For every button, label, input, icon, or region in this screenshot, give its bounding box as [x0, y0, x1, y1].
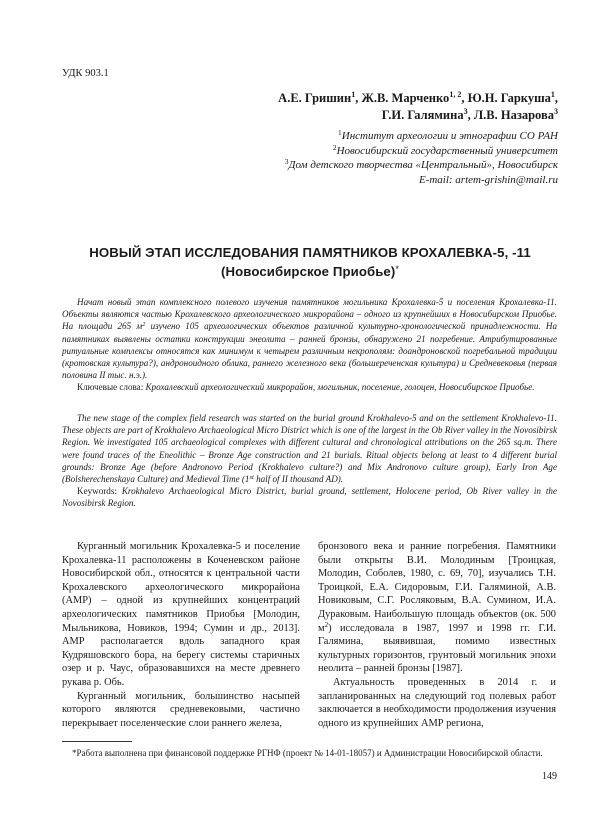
- keywords-en: [62, 485, 557, 509]
- keywords-text: Крохалевский археологический микрорайон, могильник, поселение, голоцен, Новосибирское Приобье.: [145, 382, 535, 393]
- abstract-ru-text: Начат новый этап комплексного полевого изучения памятников могильника Крохалевка-5 и поселения Крохалевка-11. Объекты являются частью Крохалевского археологического микрорайона – одного из крупнейших в Новосибирском Приобье. На площади 265 $м^2$ изучено 105 археологических объектов различной культурно-хронологической принадлежности. На памятниках выявлены остатки конструкции энеолита – ранней бронзы, обнаружено 21 погребение. Атрибутированные ритуальные комплексы относятся как минимум к четырем различным некрополям: доандроновской погребальной традиции (кротовская культура?), андроноидного облика, раннего железного века (большереченская культура) и Средневековья (первая половина II тыс. н.э.).: [62, 297, 557, 381]
- paper-title: [62, 243, 558, 281]
- title-line-2: (Новосибирское Приобье)*: [221, 264, 399, 279]
- author-affil-mark: 1: [550, 90, 555, 99]
- author-affil-mark: 1, 2: [449, 90, 462, 99]
- affiliation-item: $^1$Институт археологии и этнографии СО РАН: [338, 128, 558, 142]
- affiliation-item: $^2$Новосибирский государственный университет: [332, 142, 558, 157]
- author-name: Л.В. Назарова: [473, 108, 554, 122]
- author-affil-mark: 1: [351, 90, 356, 99]
- abstract-en-text: The new stage of the complex field research was started on the burial ground Krokhalevo-5 and on the settlement Krokhalevo-11. These objects are part of Krokhalevo Archaeological Micro District which is one of the largest in the Ob River valley in the Novosibirsk Region. We investigated 105 archaeological complexes with different cultural and chronological attributions on the 265 sq.m. There were found traces of the Eneolithic – Bronze Age construction and 21 burials. Ritual objects belong at least to 4 different burial grounds: Bronze Age (before Andronovo Period (Krokhalevo culture?) and Mix Andronovo culture group), Early Iron Age (Bolsherechenskaya Culture) and Medieval Time (1st half of II thousand AD).: [62, 413, 557, 485]
- body-paragraph: Курганный могильник Крохалевка-5 и поселение Крохалевка-11 расположены в Коченевском районе Новосибирской обл., относятся к центральной части Крохалевского археологического микрорайона (АМР) – одной из крупнейших концентраций археологических памятников Приобья [Молодин, Мыльникова, Новиков, 1994; Сумин и др., 2013]. АМР располагается вдоль западного края Кудряшовского бора, на берегу системы старичных озер и р. Чаус, образовавшихся на месте древнего рукава р. Обь.: [62, 541, 300, 688]
- author-name: А.Е. Гришин: [278, 91, 352, 105]
- abstract-english: [62, 412, 557, 510]
- author-affil-mark: 3: [554, 107, 558, 116]
- title-line-1: НОВЫЙ ЭТАП ИССЛЕДОВАНИЯ ПАМЯТНИКОВ КРОХАЛЕВКА-5, -11: [89, 245, 531, 260]
- author-name: Ю.Н. Гаркуша: [467, 91, 551, 105]
- author-name: Ж.В. Марченко: [361, 91, 450, 105]
- affiliation-list: [285, 129, 558, 187]
- author-list: [278, 90, 558, 124]
- body-column-right: [318, 540, 556, 730]
- affiliation-item: $^3$Дом детского творчества «Центральный», Новосибирск: [284, 157, 558, 171]
- footnote-divider: [62, 741, 132, 742]
- page-number: 149: [542, 771, 557, 782]
- body-paragraph: Курганный могильник, большинство насыпей которого являются средневековыми, частично перекрывает поселенческие слои раннего железа,: [62, 690, 300, 729]
- title-footnote-mark[interactable]: *: [395, 264, 399, 274]
- author-line-1: А.Е. Гришин$^1$, Ж.В. Марченко$^{1, 2}$, Ю.Н. Гаркуша$^1$,: [278, 90, 558, 105]
- abstract-russian: [62, 296, 557, 394]
- body-paragraph: Актуальность проведенных в 2014 г. и запланированных на следующий год полевых работ заключается в необходимости продолжения изучения одного из крупнейших АМР региона,: [318, 676, 556, 729]
- author-name: Г.И. Галямина: [381, 108, 464, 122]
- keywords-text: Krokhalevo Archaeological Micro District, burial ground, settlement, Holocene period, Ob River valley in the Novosibirsk Region.: [62, 486, 557, 509]
- keywords-ru: [62, 381, 557, 393]
- footnote: *Работа выполнена при финансовой поддержке РГНФ (проект № 14-01-18057) и Администрации Новосибирской области.: [72, 748, 543, 758]
- udc-code: УДК 903.1: [62, 68, 109, 79]
- keywords-label: Keywords:: [77, 486, 122, 497]
- author-affil-mark: 3: [463, 107, 468, 116]
- keywords-label: Ключевые слова:: [77, 382, 146, 393]
- author-line-2: Г.И. Галямина$^3$, Л.В. Назарова$^3$: [381, 107, 558, 122]
- body-paragraph: бронзового века и ранние погребения. Памятники были открыты В.И. Молодиным [Троицкая, Молодин, Соболев, 1980, с. 69, 70], изучались Т.Н. Троицкой, Е.А. Сидоровым, Г.И. Галяминой, А.В. Новиковым, С.Г. Росляковым, В.А. Сумином, И.А. Дураковым. Наибольшую площадь объектов (ок. 500 $м^2$) исследовала в 1987, 1997 и 1998 гг. Г.И. Галямина, выявившая, помимо известных культурных горизонтов, грунтовый могильник эпохи неолита – ранней бронзы [1987].: [318, 541, 556, 675]
- author-email[interactable]: E-mail: artem-grishin@mail.ru: [418, 173, 558, 186]
- body-column-left: [62, 540, 300, 730]
